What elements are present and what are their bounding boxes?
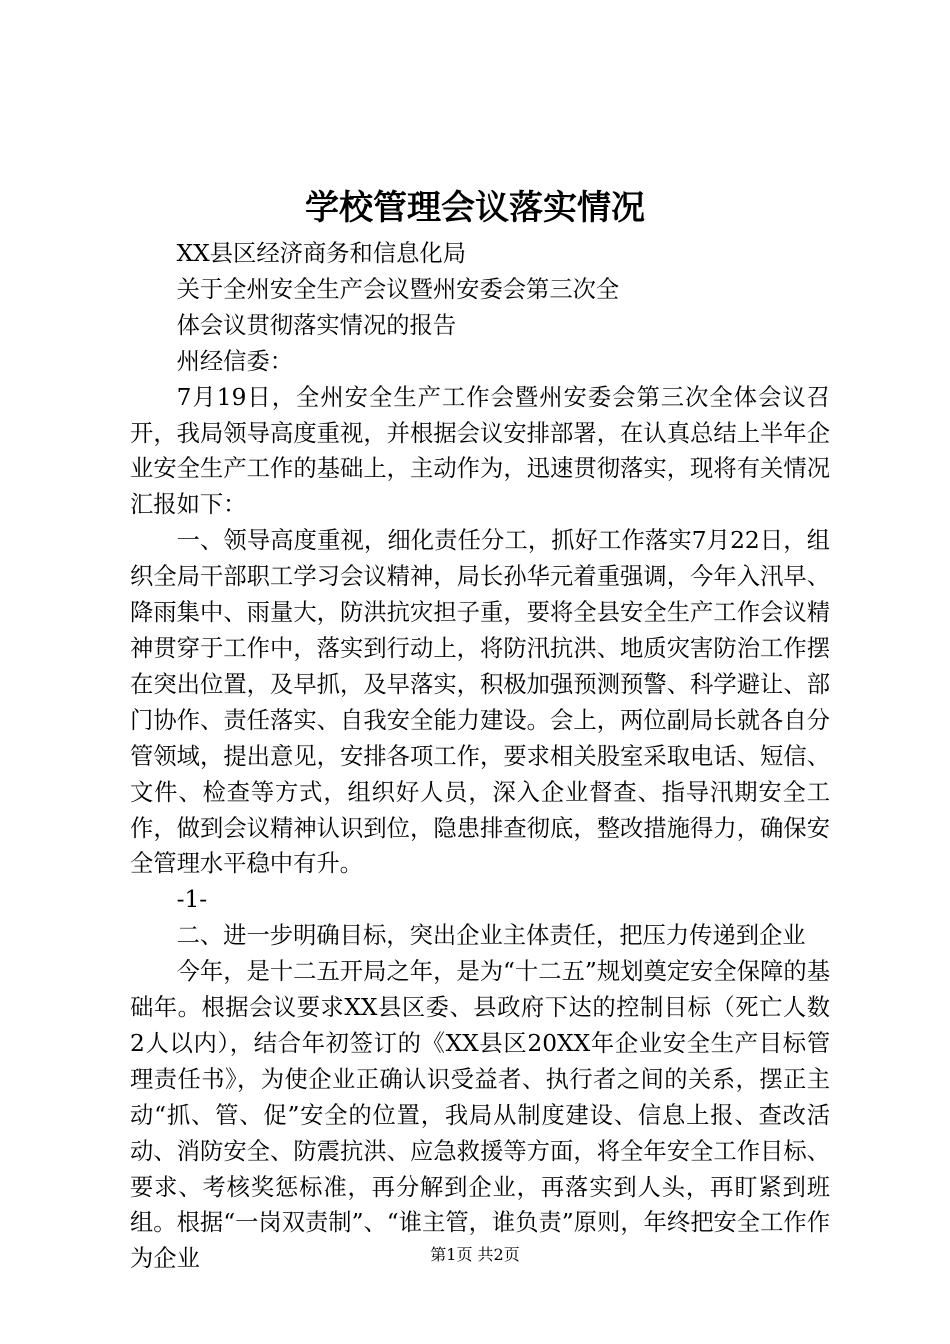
paragraph-section-2-heading: 二、进一步明确目标，突出企业主体责任，把压力传递到企业 <box>176 922 806 950</box>
page-footer: 第1页 共2页 <box>430 1245 520 1264</box>
paragraph-intro: 7月19日，全州安全生产工作会暨州安委会第三次全体会议召开，我局领导高度重视，并根据会议安排部署，在认真总结上半年企业安全生产工作的基础上，主动作为，迅速贯彻落实，现将有关情况汇报如下： <box>130 383 830 519</box>
report-title-line-2: 体会议贯彻落实情况的报告 <box>176 311 457 339</box>
issuer-line: XX县区经济商务和信息化局 <box>176 240 467 267</box>
inline-page-marker: -1- <box>176 886 208 914</box>
report-title-line-1: 关于全州安全生产会议暨州安委会第三次全 <box>176 275 620 303</box>
paragraph-section-2-body: 今年，是十二五开局之年，是为“十二五”规划奠定安全保障的基础年。根据会议要求XX县区委、县政府下达的控制目标（死亡人数2人以内），结合年初签订的《XX县区20XX年企业安全生产目标管理责任书》，为使企业正确认识受益者、执行者之间的关系，摆正主动“抓、管、促”安全的位置，我局从制度建设、信息上报、查改活动、消防安全、防震抗洪、应急救援等方面，将全年安全工作目标、要求、考核奖惩标准，再分解到企业，再落实到人头，再盯紧到班组。根据“一岗双责制”、“谁主管，谁负责”原则，年终把安全工作作为企业 <box>130 958 830 1273</box>
salutation: 州经信委： <box>176 347 294 375</box>
document-body <box>130 236 830 1277</box>
paragraph-section-1: 一、领导高度重视，细化责任分工，抓好工作落实7月22日，组织全局干部职工学习会议精神，局长孙华元着重强调，今年入汛早、降雨集中、雨量大，防洪抗灾担子重，要将全县安全生产工作会议精神贯穿于工作中，落实到行动上，将防汛抗洪、地质灾害防治工作摆在突出位置，及早抓，及早落实，积极加强预测预警、科学避让、部门协作、责任落实、自我安全能力建设。会上，两位副局长就各自分管领域，提出意见，安排各项工作，要求相关股室采取电话、短信、文件、检查等方式，组织好人员，深入企业督查、指导汛期安全工作，做到会议精神认识到位，隐患排查彻底，整改措施得力，确保安全管理水平稳中有升。 <box>130 527 830 878</box>
document-title: 学校管理会议落实情况 <box>305 188 645 228</box>
